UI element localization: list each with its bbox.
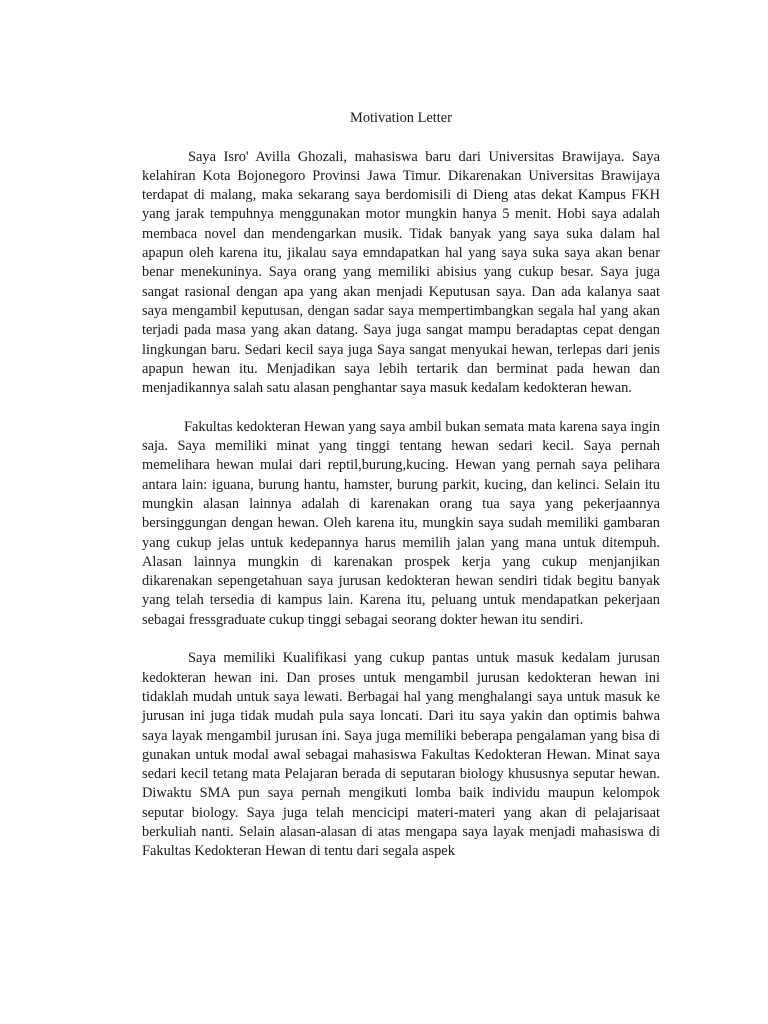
letter-title: Motivation Letter (350, 110, 452, 126)
paragraph-reasons: Fakultas kedokteran Hewan yang saya ambil bukan semata mata karena saya ingin saja. Saya memiliki minat yang tinggi tentang hewan sedari kecil. Saya pernah memelihara hewan mulai dari reptil,burung,kucing. Hewan yang pernah saya pelihara antara lain: iguana, burung hantu, hamster, burung parkit, kucing, dan kelinci. Selain itu mungkin alasan lainnya adalah di karenakan orang tua saya yang pekerjaannya bersinggungan dengan hewan. Oleh karena itu, mungkin saya sudah memiliki gambaran yang cukup jelas untuk kedepannya harus memilih jalan yang mana untuk ditempuh. Alasan lainnya mungkin di karenakan prospek kerja yang cukup menjanjikan dikarenakan sepengetahuan saya jurusan kedokteran hewan sendiri tidak begitu banyak yang telah tersedia di kampus lain. Karena itu, peluang untuk mendapatkan pekerjaan sebagai fressgraduate cukup tinggi sebagai seorang dokter hewan itu sendiri. (142, 418, 660, 628)
paragraph-qualifications: Saya memiliki Kualifikasi yang cukup pantas untuk masuk kedalam jurusan kedokteran hewan ini. Dan proses untuk mengambil jurusan kedokteran hewan ini tidaklah mudah untuk saya lewati. Berbagai hal yang menghalangi saya untuk masuk ke jurusan ini juga tidak mudah pula saya loncati. Dari itu saya yakin dan optimis bahwa saya layak mengambil jurusan ini. Saya juga memiliki beberapa pengalaman yang bisa di gunakan untuk modal awal sebagai mahasiswa Fakultas Kedokteran Hewan. Minat saya sedari kecil tetang mata Pelajaran berada di seputaran biology khususnya seputar hewan. Diwaktu SMA pun saya pernah mengikuti lomba baik individu maupun kelompok seputar biology. Saya juga telah mencicipi materi-materi yang akan di pelajarisaat berkuliah nanti. Selain alasan-alasan di atas mengapa saya layak menjadi mahasiswa di Fakultas Kedokteran Hewan di tentu dari segala aspek (142, 650, 660, 860)
paragraph-introduction: Saya Isro' Avilla Ghozali, mahasiswa baru dari Universitas Brawijaya. Saya kelahiran Kota Bojonegoro Provinsi Jawa Timur. Dikarenakan Universitas Brawijaya terdapat di malang, maka sekarang saya berdomisili di Dieng atas dekat Kampus FKH yang jarak tempuhnya menggunakan motor mungkin hanya 5 menit. Hobi saya adalah membaca novel dan mendengarkan musik. Tidak banyak yang saya suka dalam hal apapun oleh karena itu, jikalau saya emndapatkan hal yang saya suka saya akan benar benar menekuninya. Saya orang yang memiliki abisius yang cukup besar. Saya juga sangat rasional dengan apa yang akan menjadi Keputusan saya. Dan ada kalanya saat saya mengambil keputusan, dengan sadar saya mempertimbangkan segala hal yang akan terjadi pada masa yang akan datang. Saya juga sangat mampu beradaptas cepat dengan lingkungan baru. Sedari kecil saya juga Saya sangat menyukai hewan, terlepas dari jenis apapun hewan itu. Menjadikan saya lebih tertarik dan berminat pada hewan dan menjadikannya salah satu alasan penghantar saya masuk kedalam kedokteran hewan. (142, 148, 660, 397)
